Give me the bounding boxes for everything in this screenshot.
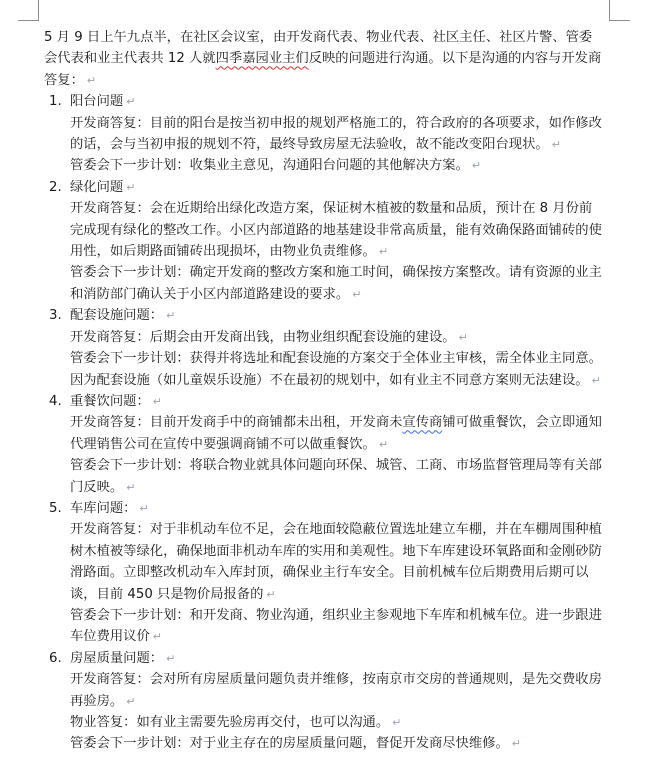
paragraph-mark-icon: ↵ [511,737,522,751]
committee-plan[interactable] [44,605,604,648]
developer-reply-text: 开发商答复：后期会由开发商出钱，由物业组织配套设施的建设。 [70,329,456,345]
paragraph-mark-icon: ↵ [352,287,362,301]
developer-reply-text: 开发商答复：对于非机动车位不足，会在地面较隐蔽位置选址建立车棚，并在车棚周围种植树木植被等绿化，确保地面非机动车库的实用和美观性。地下车库建设环氧路面和金刚砂防滑路面。立即整改机动车入库封顶，确保业主行车安全。目前机械车位后期费用后期可以谈，目前 450 只是物价局报备的 [70,522,602,602]
section-title: 车库问题： [70,500,137,516]
committee-plan-text: 管委会下一步计划：将联合物业就具体问题向环保、城管、工商、市场监督管理局等有关部门反映。 [70,458,602,495]
section-title: 阳台问题 [70,94,124,110]
committee-plan-text: 管委会下一步计划：获得并将选址和配套设施的方案交于全体业主审核，需全体业主同意。因为配套设施（如儿童娱乐设施）不在最初的规划中，如有业主不同意方案则无法建设。 [70,351,602,388]
section-number: 4. [49,393,62,409]
intro-text-before: 5 月 9 日上午九点半，在社区会议室，由开发商代表、物业代表、社区主任、社区片警、管委会代表和业主代表共 12 人就 [44,30,593,67]
developer-reply[interactable] [44,669,604,712]
section-title: 绿化问题 [70,179,124,195]
paragraph-mark-icon: ↵ [126,95,136,109]
section-title: 配套设施问题： [70,308,164,324]
intro-paragraph[interactable] [44,27,604,91]
section-garage [44,498,604,648]
developer-reply[interactable] [44,113,604,156]
committee-plan[interactable] [44,733,604,754]
section-number: 3. [49,308,62,324]
paragraph-mark-icon: ↵ [86,73,97,87]
section-title-row[interactable] [44,391,604,412]
paragraph-mark-icon: ↵ [266,587,276,601]
section-number: 2. [49,179,62,195]
paragraph-mark-icon: ↵ [378,437,389,451]
section-number: 6. [49,650,62,666]
grammar-highlight: 宣传商 [402,415,443,431]
committee-plan[interactable] [44,348,604,391]
developer-reply-text: 开发商答复：目前开发商手中的商铺都未出租，开发商未 [70,415,403,431]
issue-list [44,91,604,755]
paragraph-mark-icon: ↵ [152,630,162,644]
paragraph-mark-icon: ↵ [458,330,468,344]
section-housing-quality [44,648,604,755]
section-balcony [44,91,604,177]
committee-plan-text: 管委会下一步计划：收集业主意见，沟通阳台问题的其他解决方案。 [70,158,469,174]
committee-plan[interactable] [44,455,604,498]
section-greening [44,177,604,305]
developer-reply-text: 开发商答复：目前的阳台是按当初申报的规划严格施工的，符合政府的各项要求，如作修改的话，会与当初申报的规划不符，最终导致房屋无法验收，故不能改变阳台现状。 [70,115,602,153]
paragraph-mark-icon: ↵ [126,694,136,708]
paragraph-mark-icon: ↵ [152,394,162,408]
section-facilities [44,305,604,391]
developer-reply-text-cont: 铺可做重餐饮，会立即通知代理销售公司在宣传中要强调商铺不可以做重餐饮。 [70,415,602,452]
paragraph-mark-icon: ↵ [551,138,561,152]
developer-reply[interactable] [44,412,604,455]
paragraph-mark-icon: ↵ [126,480,136,494]
intro-text-after: 反映的问题进行沟通。以下是沟通的内容与开发商答复： [44,51,602,88]
section-title-row[interactable] [44,648,604,669]
section-title-row[interactable] [44,177,604,198]
committee-plan[interactable] [44,155,604,176]
section-title: 房屋质量问题： [70,650,164,666]
paragraph-mark-icon: ↵ [378,245,389,259]
property-reply[interactable] [44,712,604,733]
developer-reply[interactable] [44,519,604,605]
section-number: 5. [49,500,62,516]
property-reply-text: 物业答复：如有业主需要先验房再交付，也可以沟通。 [70,715,390,730]
section-title-row[interactable] [44,498,604,519]
developer-reply[interactable] [44,327,604,348]
paragraph-mark-icon: ↵ [126,180,136,194]
paragraph-mark-icon: ↵ [471,159,482,173]
committee-plan-text: 管委会下一步计划：对于业主存在的房屋质量问题，督促开发商尽快维修。 [70,736,509,752]
paragraph-mark-icon: ↵ [166,309,176,323]
section-title-row[interactable] [44,91,604,112]
section-heavy-catering [44,391,604,498]
paragraph-mark-icon: ↵ [139,501,149,515]
developer-reply[interactable] [44,198,604,262]
paragraph-mark-icon: ↵ [591,373,601,387]
developer-reply-text: 开发商答复：会对所有房屋质量问题负责并维修，按南京市交房的普通规则，是先交费收房再验房。 [70,672,602,709]
section-title: 重餐饮问题： [70,393,150,409]
intro-highlight-owners: 四季嘉园业主们 [215,51,309,67]
crop-mark-top-left [18,0,39,21]
committee-plan-text: 管委会下一步计划：确定开发商的整改方案和施工时间，确保按方案整改。请有资源的业主和消防部门确认关于小区内部道路建设的要求。 [70,265,602,302]
crop-mark-top-right [609,0,630,21]
section-title-row[interactable] [44,305,604,326]
section-number: 1. [49,94,62,110]
paragraph-mark-icon: ↵ [392,716,402,729]
developer-reply-text: 开发商答复：会在近期给出绿化改造方案，保证树木植被的数量和品质，预计在 8 月份前完成现有绿化的整改工作。小区内部道路的地基建设非常高质量，能有效确保路面铺砖的使用性，如后期路面铺砖出现损坏，由物业负责维修。 [70,201,602,260]
committee-plan[interactable] [44,262,604,305]
paragraph-mark-icon: ↵ [166,651,176,665]
committee-plan-text: 管委会下一步计划：和开发商、物业沟通，组织业主参观地下车库和机械车位。进一步跟进车位费用议价 [70,607,602,645]
